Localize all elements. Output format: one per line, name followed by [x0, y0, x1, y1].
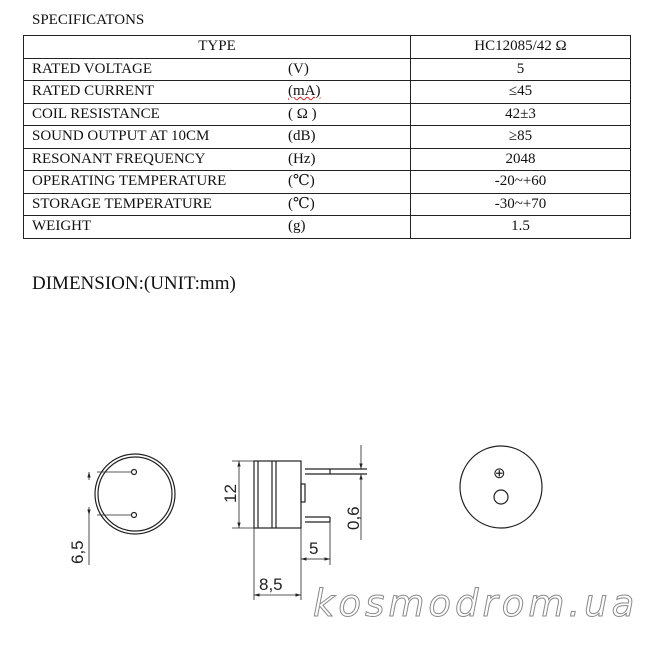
- param-value: -30~+70: [411, 193, 631, 216]
- param-unit: (g): [288, 218, 306, 234]
- polarity-plus-icon: ⊕: [493, 465, 506, 482]
- dimension-title: DIMENSION:(UNIT:mm): [32, 273, 236, 294]
- top-view: [460, 446, 542, 528]
- watermark: kosmodrom.ua: [313, 582, 639, 625]
- param-value: ≥85: [411, 126, 631, 149]
- param-unit: (℃): [288, 195, 315, 212]
- type-value: HC12085/42 Ω: [411, 36, 631, 59]
- param-unit: (mA): [288, 83, 321, 99]
- param-unit: (V): [288, 60, 309, 77]
- height-label: 12: [221, 484, 240, 503]
- param-name: RESONANT FREQUENCY: [32, 150, 206, 167]
- param-name: WEIGHT: [32, 218, 92, 235]
- param-name: SOUND OUTPUT AT 10CM: [32, 128, 210, 145]
- param-value: 5: [411, 58, 631, 81]
- param-unit: (Hz): [288, 150, 316, 167]
- param-unit: ( Ω ): [288, 105, 317, 122]
- specifications-title: SPECIFICATONS: [32, 12, 145, 28]
- param-value: 2048: [411, 148, 631, 171]
- type-label: TYPE: [24, 36, 411, 59]
- param-value: -20~+60: [411, 171, 631, 194]
- body-height-label: 8,5: [259, 575, 283, 594]
- param-value: 42±3: [411, 103, 631, 126]
- param-name: RATED CURRENT: [32, 83, 155, 100]
- param-name: COIL RESISTANCE: [32, 105, 160, 122]
- pin-spacing-label: 6,5: [68, 540, 87, 564]
- pin-length-label: 5: [309, 539, 319, 558]
- param-name: RATED VOLTAGE: [32, 60, 153, 77]
- param-value: ≤45: [411, 81, 631, 104]
- param-unit: (dB): [288, 128, 316, 144]
- param-value: 1.5: [411, 216, 631, 239]
- bottom-view: [89, 454, 175, 565]
- param-name: STORAGE TEMPERATURE: [32, 195, 212, 212]
- pin-diameter-label: 0,6: [344, 506, 363, 530]
- param-unit: (℃): [288, 173, 315, 189]
- param-name: OPERATING TEMPERATURE: [32, 173, 227, 190]
